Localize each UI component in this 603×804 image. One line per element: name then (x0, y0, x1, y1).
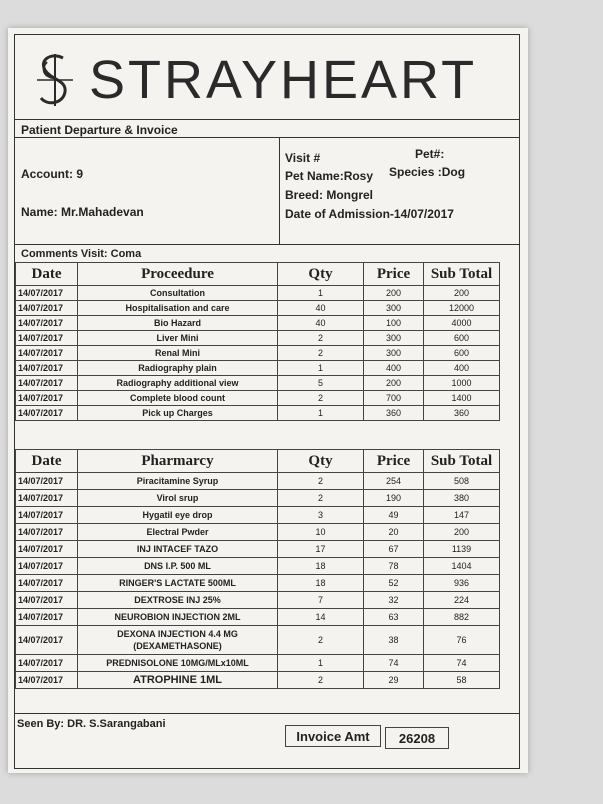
table-row: 14/07/2017 Hygatil eye drop 3 49 147 (16, 507, 500, 524)
table-row: 14/07/2017 DEXONA INJECTION 4.4 MG (DEXAMETHASONE) 2 38 76 (16, 626, 500, 655)
table-row: 14/07/2017 Virol srup 2 190 380 (16, 490, 500, 507)
invoice-amount-value: 26208 (385, 727, 449, 749)
table-row: 14/07/2017 ATROPHINE 1ML 2 29 58 (16, 672, 500, 689)
procedures-table (15, 262, 500, 421)
table-row: 14/07/2017 Radiography additional view 5 200 1000 (16, 376, 500, 391)
invoice-paper (8, 28, 528, 773)
table-row: 14/07/2017 INJ INTACEF TAZO 17 67 1139 (16, 541, 500, 558)
col-date: Date (16, 263, 78, 286)
customer-name: Name: Mr.Mahadevan (21, 205, 144, 219)
table-row: 14/07/2017 Complete blood count 2 700 1400 (16, 391, 500, 406)
col-procedure: Proceedure (78, 263, 278, 286)
pet-breed: Breed: Mongrel (285, 188, 374, 202)
col-subtotal: Sub Total (424, 263, 500, 286)
strayheart-monogram-icon (33, 50, 77, 110)
table-row: 14/07/2017 Hospitalisation and care 40 300 12000 (16, 301, 500, 316)
table-row: 14/07/2017 Electral Pwder 10 20 200 (16, 524, 500, 541)
table-row: 14/07/2017 PREDNISOLONE 10MG/MLx10ML 1 74 74 (16, 655, 500, 672)
invoice-amount-label: Invoice Amt (285, 725, 381, 747)
pet-number: Pet#: (415, 147, 445, 161)
table-row: 14/07/2017 Pick up Charges 1 360 360 (16, 406, 500, 421)
col-price: Price (364, 263, 424, 286)
table-row: 14/07/2017 Liver Mini 2 300 600 (16, 331, 500, 346)
pet-species: Species :Dog (389, 165, 466, 179)
table-row: 14/07/2017 Piracitamine Syrup 2 254 508 (16, 473, 500, 490)
col-subtotal: Sub Total (424, 450, 500, 473)
admission-date: Date of Admission-14/07/2017 (285, 207, 454, 221)
visit-number: Visit # (285, 151, 321, 165)
col-date: Date (16, 450, 78, 473)
visit-comments: Comments Visit: Coma (21, 248, 142, 260)
section-title: Patient Departure & Invoice (21, 123, 178, 137)
invoice-frame (14, 34, 520, 769)
table-row: 14/07/2017 Radiography plain 1 400 400 (16, 361, 500, 376)
pet-name: Pet Name:Rosy (285, 169, 374, 183)
table-row: 14/07/2017 Renal Mini 2 300 600 (16, 346, 500, 361)
table-row: 14/07/2017 Consultation 1 200 200 (16, 286, 500, 301)
col-pharmacy: Pharmarcy (78, 450, 278, 473)
table-row: 14/07/2017 NEUROBION INJECTION 2ML 14 63 882 (16, 609, 500, 626)
brand-name: STRAYHEART (89, 50, 478, 110)
table-row: 14/07/2017 DNS I.P. 500 ML 18 78 1404 (16, 558, 500, 575)
table-row: 14/07/2017 DEXTROSE INJ 25% 7 32 224 (16, 592, 500, 609)
account-number: Account: 9 (21, 167, 84, 181)
seen-by: Seen By: DR. S.Sarangabani (17, 718, 166, 730)
brand-logo (33, 45, 503, 115)
pharmacy-table (15, 449, 500, 689)
col-qty: Qty (278, 263, 364, 286)
procedures-header-row (16, 263, 500, 286)
pharmacy-header-row (16, 450, 500, 473)
table-row: 14/07/2017 Bio Hazard 40 100 4000 (16, 316, 500, 331)
table-row: 14/07/2017 RINGER'S LACTATE 500ML 18 52 936 (16, 575, 500, 592)
col-qty: Qty (278, 450, 364, 473)
col-price: Price (364, 450, 424, 473)
